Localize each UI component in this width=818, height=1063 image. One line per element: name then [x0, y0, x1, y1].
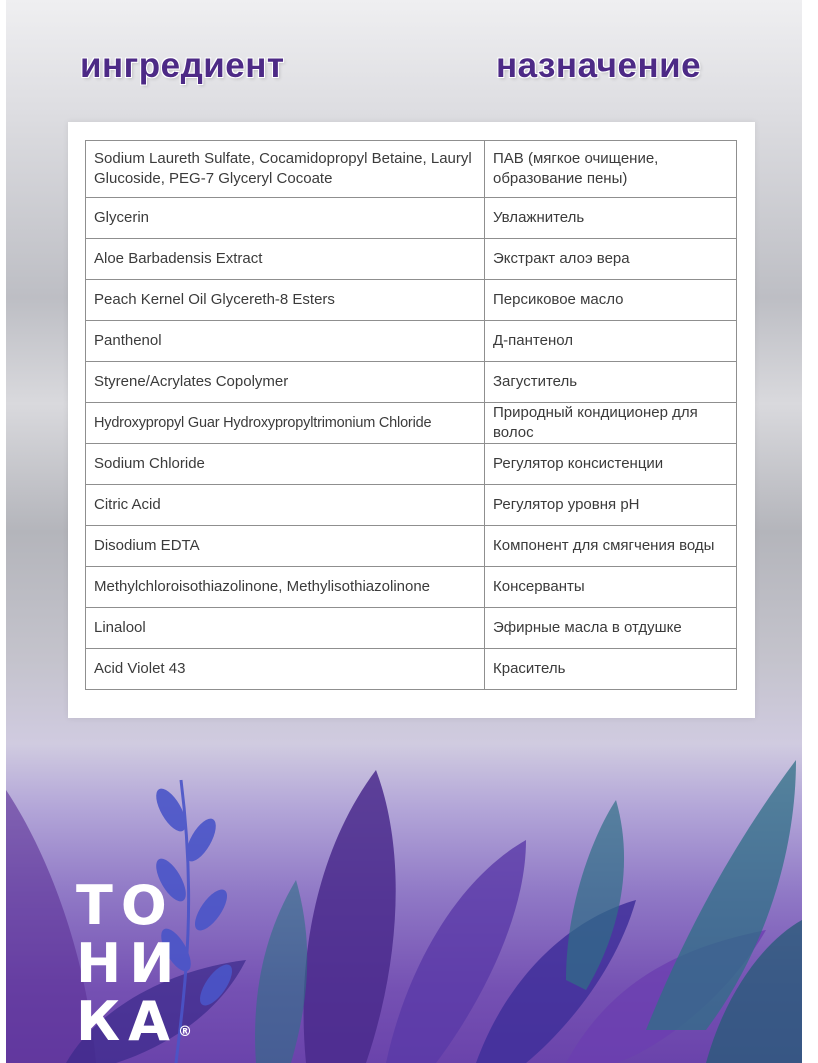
registered-mark: ® — [177, 1024, 192, 1040]
ingredient-cell: Citric Acid — [86, 485, 485, 526]
table-row — [86, 280, 737, 321]
ingredient-cell: Hydroxypropyl Guar Hydroxypropyltrimonium Chloride — [86, 403, 485, 444]
table-row — [86, 526, 737, 567]
leaf-shape — [566, 800, 624, 990]
purpose-heading: назначение — [496, 46, 702, 85]
table-row — [86, 649, 737, 690]
ingredients-table — [85, 140, 737, 690]
leaf-shape — [255, 880, 307, 1063]
ingredient-cell: Glycerin — [86, 198, 485, 239]
purpose-cell: Персиковое масло — [485, 280, 737, 321]
purpose-cell: Природный кондиционер для волос — [485, 403, 737, 444]
ingredients-card — [68, 122, 755, 718]
table-row — [86, 239, 737, 280]
purpose-cell: Увлажнитель — [485, 198, 737, 239]
purpose-cell: Консерванты — [485, 567, 737, 608]
table-row — [86, 198, 737, 239]
ingredient-cell: Methylchloroisothiazolinone, Methylisothiazolinone — [86, 567, 485, 608]
table-row — [86, 403, 737, 444]
table-row — [86, 362, 737, 403]
purpose-cell: Компонент для смягчения воды — [485, 526, 737, 567]
ingredient-cell: Sodium Chloride — [86, 444, 485, 485]
ingredient-cell: Peach Kernel Oil Glycereth-8 Esters — [86, 280, 485, 321]
ingredient-cell: Aloe Barbadensis Extract — [86, 239, 485, 280]
ingredient-cell: Styrene/Acrylates Copolymer — [86, 362, 485, 403]
brand-line-2: НИ — [76, 932, 183, 995]
table-row — [86, 567, 737, 608]
ingredient-cell: Acid Violet 43 — [86, 649, 485, 690]
ingredient-cell: Linalool — [86, 608, 485, 649]
leaf-shape — [304, 770, 396, 1063]
ingredient-cell: Disodium EDTA — [86, 526, 485, 567]
purpose-cell: Краситель — [485, 649, 737, 690]
purpose-cell: Загуститель — [485, 362, 737, 403]
purpose-cell: Регулятор консистенции — [485, 444, 737, 485]
table-row — [86, 321, 737, 362]
purpose-cell: Экстракт алоэ вера — [485, 239, 737, 280]
brand-line-1: ТО — [76, 874, 175, 937]
purpose-cell: ПАВ (мягкое очищение, образование пены) — [485, 141, 737, 198]
table-row — [86, 141, 737, 198]
purpose-cell: Регулятор уровня pH — [485, 485, 737, 526]
table-row — [86, 485, 737, 526]
brand-logo — [76, 874, 206, 1053]
table-row — [86, 444, 737, 485]
ingredient-heading: ингредиент — [80, 46, 285, 85]
purpose-cell: Эфирные масла в отдушке — [485, 608, 737, 649]
ingredient-cell: Sodium Laureth Sulfate, Cocamidopropyl Betaine, Lauryl Glucoside, PEG-7 Glyceryl Cocoate — [86, 141, 485, 198]
product-poster — [6, 0, 802, 1063]
purpose-cell: Д-пантенол — [485, 321, 737, 362]
brand-line-3: КА — [76, 990, 178, 1053]
table-row — [86, 608, 737, 649]
ingredient-cell: Panthenol — [86, 321, 485, 362]
